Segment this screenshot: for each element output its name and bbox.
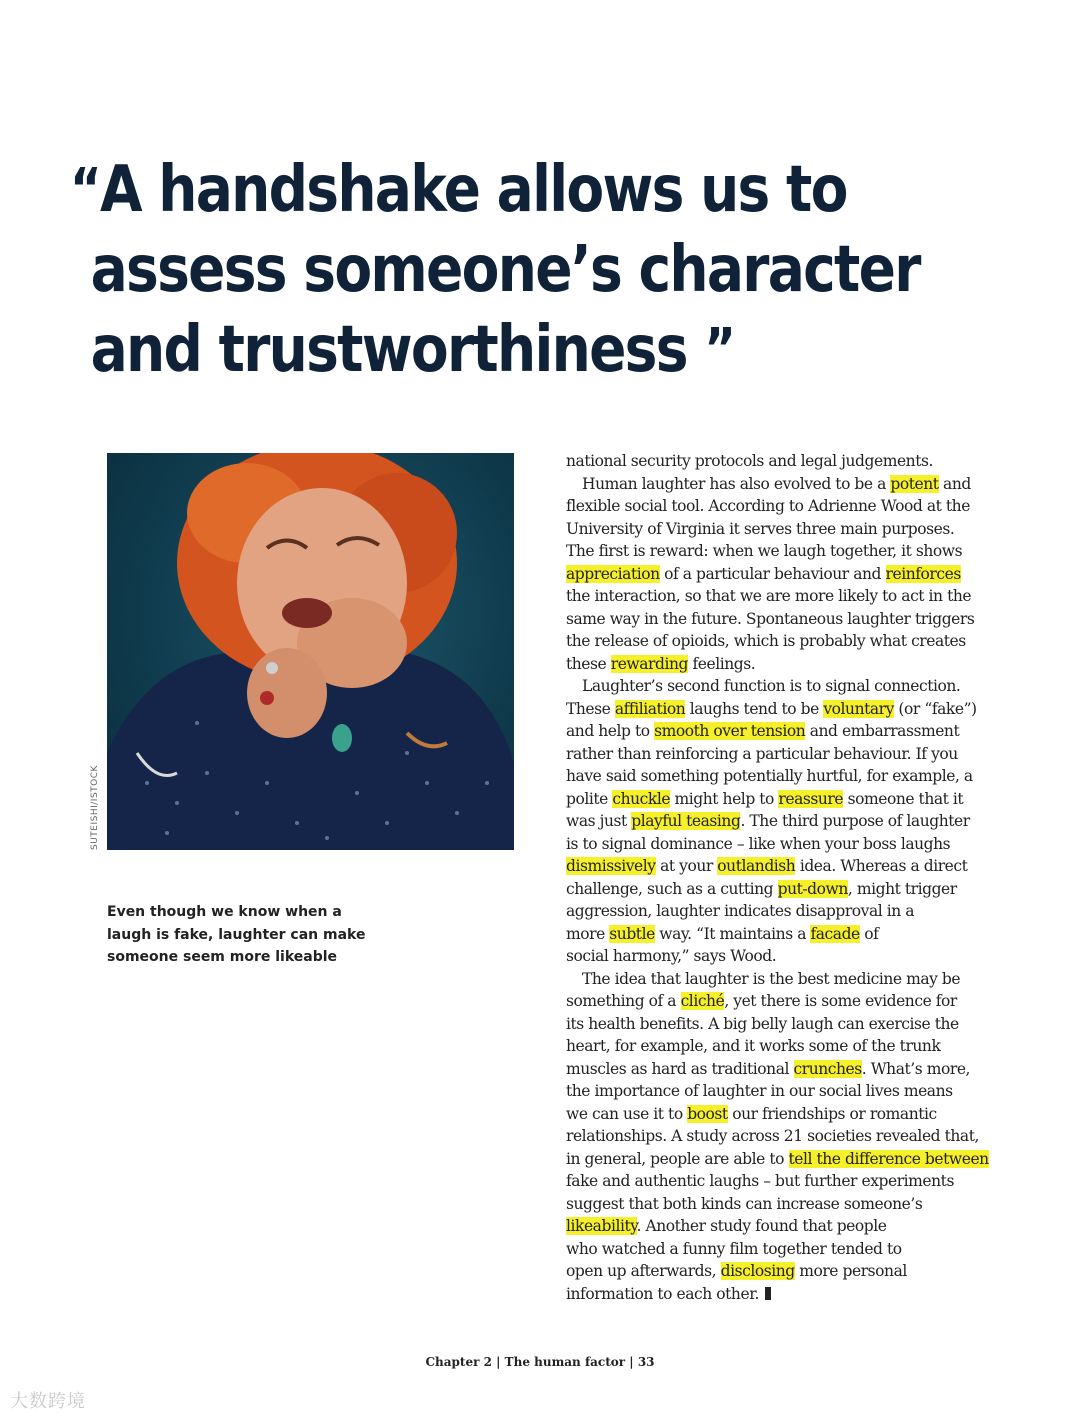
highlighted-term: chuckle xyxy=(612,789,671,808)
highlighted-term: smooth over tension xyxy=(654,722,806,740)
end-of-article-mark xyxy=(765,1287,771,1300)
body-text-run: something of a xyxy=(566,992,681,1010)
body-text-run: these xyxy=(566,654,611,673)
body-text-run: rather than reinforcing a particular behaviour. If you xyxy=(566,744,958,763)
highlighted-term: facade xyxy=(810,924,860,943)
body-text-run: (or “fake”) xyxy=(893,699,977,718)
pull-quote xyxy=(70,150,920,390)
body-text-run: . What’s more, xyxy=(861,1059,971,1078)
body-line xyxy=(566,495,986,518)
highlighted-term: rewarding xyxy=(610,654,688,673)
body-text-run: The first is reward: when we laugh together, it shows xyxy=(566,542,963,560)
body-text-run: Laughter’s second function is to signal connection. xyxy=(582,677,961,695)
body-line xyxy=(566,653,986,676)
body-text-run: University of Virginia it serves three main purposes. xyxy=(566,519,955,538)
body-line xyxy=(566,923,986,946)
photo-credit: SUTEISHI/ISTOCK xyxy=(90,765,100,850)
article-body xyxy=(566,450,989,1305)
highlighted-term: boost xyxy=(687,1104,728,1123)
body-text-run: social harmony,” says Wood. xyxy=(566,947,777,965)
watermark: 大数跨境 xyxy=(10,1391,86,1412)
body-text-run: idea. Whereas a direct xyxy=(795,857,968,875)
body-line xyxy=(566,450,986,473)
body-text-run: challenge, such as a cutting xyxy=(566,879,778,898)
footer-section: The human factor xyxy=(504,1355,626,1369)
body-text-run: , might trigger xyxy=(847,879,957,898)
body-text-run: information to each other. xyxy=(566,1284,759,1303)
body-line xyxy=(566,1058,986,1081)
highlighted-term: cliché xyxy=(680,992,725,1010)
body-line xyxy=(566,878,986,901)
pull-quote-line-2: assess someone’s character xyxy=(90,233,920,307)
body-line xyxy=(566,810,986,833)
body-text-run: flexible social tool. According to Adrienne Wood at the xyxy=(566,497,970,515)
highlighted-term: tell the difference between xyxy=(788,1149,989,1168)
body-line xyxy=(566,540,986,563)
highlighted-term: affiliation xyxy=(614,699,686,718)
body-line xyxy=(566,990,986,1013)
body-line xyxy=(566,563,986,586)
body-line xyxy=(566,1238,986,1261)
body-text-run: These xyxy=(566,699,615,718)
body-line xyxy=(566,1103,986,1126)
body-line xyxy=(566,743,986,766)
body-line xyxy=(566,630,986,653)
body-text-run: feelings. xyxy=(687,654,756,673)
body-line xyxy=(566,473,986,496)
body-text-run: aggression, laughter indicates disapproval in a xyxy=(566,902,915,920)
body-line xyxy=(566,1125,986,1148)
body-text-run: the release of opioids, which is probably what creates xyxy=(566,632,966,650)
highlighted-term: potent xyxy=(890,474,939,493)
caption-line: someone seem more likeable xyxy=(107,949,338,965)
body-text-run: , yet there is some evidence for xyxy=(724,992,957,1010)
body-line xyxy=(566,698,986,721)
highlighted-term: crunches xyxy=(793,1059,862,1078)
highlighted-term: subtle xyxy=(609,924,655,943)
open-quote-mark: “ xyxy=(70,157,100,222)
body-text-run: relationships. A study across 21 societies revealed that, xyxy=(566,1127,979,1145)
body-text-run: more personal xyxy=(794,1262,907,1280)
body-line xyxy=(566,1148,989,1171)
body-line xyxy=(566,1215,986,1238)
body-text-run: have said something potentially hurtful, for example, a xyxy=(566,767,973,785)
body-text-run: in general, people are able to xyxy=(566,1149,789,1168)
body-line xyxy=(566,765,986,788)
body-line xyxy=(566,585,986,608)
body-text-run: at your xyxy=(655,857,718,875)
body-text-run: and help to xyxy=(566,722,655,740)
page-footer: Chapter 2 | The human factor | 33 xyxy=(425,1355,655,1369)
body-text-run: who watched a funny film together tended to xyxy=(566,1239,902,1258)
body-text-run: we can use it to xyxy=(566,1104,688,1123)
body-text-run: fake and authentic laughs – but further experiments xyxy=(566,1172,954,1190)
body-text-run: of a particular behaviour and xyxy=(659,564,886,583)
body-text-run: muscles as hard as traditional xyxy=(566,1059,794,1078)
highlighted-term: playful teasing xyxy=(631,812,741,830)
body-text-run: way. “It maintains a xyxy=(654,924,811,943)
body-text-run: the importance of laughter in our social lives means xyxy=(566,1082,953,1100)
body-line xyxy=(566,1170,986,1193)
photo-illustration xyxy=(107,453,514,850)
body-text-run: open up afterwards, xyxy=(566,1262,721,1280)
body-text-run: is to signal dominance – like when your boss laughs xyxy=(566,834,951,853)
body-text-run: was just xyxy=(566,812,632,830)
body-line xyxy=(566,675,986,698)
pull-quote-line-3: and trustworthiness ” xyxy=(90,313,735,387)
body-line xyxy=(566,1035,986,1058)
body-text-run: Human laughter has also evolved to be a xyxy=(582,474,891,493)
body-line xyxy=(566,720,986,743)
highlighted-term: put-down xyxy=(777,879,848,898)
body-line xyxy=(566,968,986,991)
highlighted-term: appreciation xyxy=(566,564,660,583)
body-text-run: might help to xyxy=(670,789,779,808)
body-text-run: and embarrassment xyxy=(805,722,960,740)
body-line xyxy=(566,900,986,923)
body-text-run: . The third purpose of laughter xyxy=(740,812,970,830)
body-line xyxy=(566,945,986,968)
body-text-run: someone that it xyxy=(843,789,964,808)
body-text-run: and xyxy=(938,474,971,493)
body-text-run: its health benefits. A big belly laugh can exercise the xyxy=(566,1014,959,1033)
body-line xyxy=(566,1260,986,1283)
body-text-run: heart, for example, and it works some of the trunk xyxy=(566,1037,941,1055)
photo-laughing-woman xyxy=(107,453,514,850)
body-text-run: more xyxy=(566,924,610,943)
body-text-run: laughs tend to be xyxy=(685,699,824,718)
page-number: 33 xyxy=(637,1355,655,1369)
body-line xyxy=(566,1193,986,1216)
body-text-run: same way in the future. Spontaneous laughter triggers xyxy=(566,609,975,628)
body-text-run: of xyxy=(859,924,879,943)
body-line xyxy=(566,788,986,811)
body-line xyxy=(566,1013,986,1036)
body-text-run: our friendships or romantic xyxy=(727,1104,937,1123)
body-text-run: . Another study found that people xyxy=(636,1217,887,1235)
body-line xyxy=(566,855,986,878)
body-text-run: polite xyxy=(566,789,613,808)
body-text-run: suggest that both kinds can increase someone’s xyxy=(566,1194,923,1213)
highlighted-term: outlandish xyxy=(717,857,796,875)
highlighted-term: disclosing xyxy=(720,1262,795,1280)
body-text-run: The idea that laughter is the best medicine may be xyxy=(582,969,961,988)
body-text-run: the interaction, so that we are more likely to act in the xyxy=(566,587,972,605)
body-text-run: national security protocols and legal judgements. xyxy=(566,452,933,470)
body-line xyxy=(566,518,986,541)
caption-line: Even though we know when a xyxy=(107,904,342,920)
body-line xyxy=(566,608,986,631)
highlighted-term: dismissively xyxy=(566,857,656,875)
close-quote-mark: ” xyxy=(704,317,735,382)
highlighted-term: likeability xyxy=(566,1217,637,1235)
highlighted-term: reassure xyxy=(778,789,844,808)
pull-quote-line-1: “A handshake allows us to xyxy=(70,153,847,227)
body-line xyxy=(566,1283,986,1306)
highlighted-term: voluntary xyxy=(823,699,894,718)
highlighted-term: reinforces xyxy=(885,564,961,583)
body-line xyxy=(566,833,986,856)
body-line xyxy=(566,1080,986,1103)
caption-line: laugh is fake, laughter can make xyxy=(107,926,366,943)
photo-caption xyxy=(107,901,366,969)
footer-chapter: Chapter 2 xyxy=(425,1355,492,1369)
